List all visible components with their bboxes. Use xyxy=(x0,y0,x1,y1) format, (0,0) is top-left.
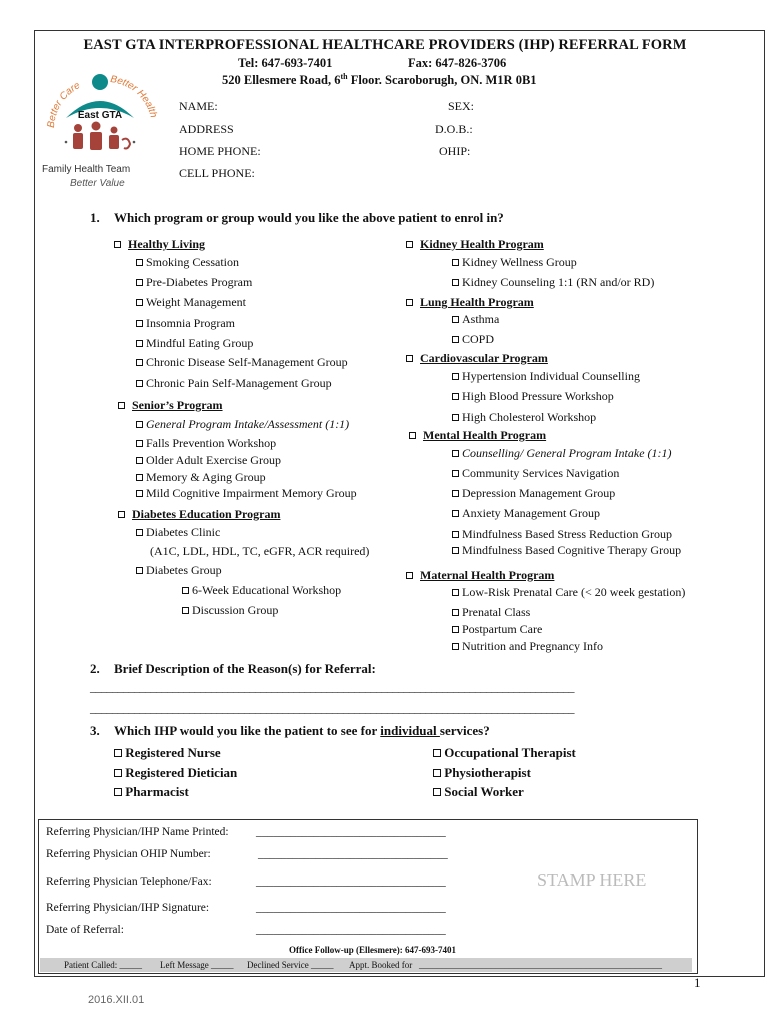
option-chronic-disease[interactable]: Chronic Disease Self-Management Group xyxy=(136,355,348,370)
checkbox-icon[interactable] xyxy=(136,457,143,464)
program-healthy-living[interactable]: Healthy Living xyxy=(114,235,205,253)
logo-name: East GTA xyxy=(77,110,123,121)
program-cardiovascular[interactable]: Cardiovascular Program xyxy=(406,349,548,367)
option-diabetes-clinic[interactable]: Diabetes Clinic xyxy=(136,525,220,540)
program-mental-health[interactable]: Mental Health Program xyxy=(409,426,546,444)
patient-address-label: ADDRESS xyxy=(179,122,234,136)
referral-date-label: Date of Referral: xyxy=(46,924,124,936)
svg-text:Better Care xyxy=(46,80,82,128)
checkbox-icon[interactable] xyxy=(452,393,459,400)
physician-signature-field[interactable]: _________________________________ xyxy=(256,902,446,914)
option-mbct[interactable]: Mindfulness Based Cognitive Therapy Group xyxy=(452,543,681,558)
option-diabetes-group[interactable]: Diabetes Group xyxy=(136,563,222,578)
logo-arc-right: Better Health xyxy=(109,73,159,119)
patient-ohip-label: OHIP: xyxy=(439,144,471,158)
stamp-area: STAMP HERE xyxy=(537,870,647,890)
ihp-occupational-therapist[interactable]: Occupational Therapist xyxy=(433,745,576,761)
option-nutrition-pregnancy[interactable]: Nutrition and Pregnancy Info xyxy=(452,639,603,654)
ihp-registered-nurse[interactable]: Registered Nurse xyxy=(114,745,221,761)
declined-service-field[interactable]: Declined Service _____ xyxy=(247,960,334,970)
checkbox-icon[interactable] xyxy=(452,490,459,497)
option-kidney-wellness[interactable]: Kidney Wellness Group xyxy=(452,255,577,270)
form-title: EAST GTA INTERPROFESSIONAL HEALTHCARE PROVIDERS (IHP) REFERRAL FORM xyxy=(83,37,687,53)
logo-graphic-icon xyxy=(40,70,160,195)
physician-ohip-field[interactable]: _________________________________ xyxy=(258,848,448,860)
option-anxiety-management[interactable]: Anxiety Management Group xyxy=(452,506,600,521)
checkbox-icon[interactable] xyxy=(452,373,459,380)
clinic-address: 520 Ellesmere Road, 6th Floor. Scaroborugh, ON. M1R 0B1 xyxy=(222,72,537,88)
option-falls-prevention[interactable]: Falls Prevention Workshop xyxy=(136,436,276,451)
checkbox-icon[interactable] xyxy=(452,589,459,596)
option-mbsr[interactable]: Mindfulness Based Stress Reduction Group xyxy=(452,527,672,542)
checkbox-icon[interactable] xyxy=(406,241,413,248)
option-prenatal-care[interactable]: Low-Risk Prenatal Care (< 20 week gestation) xyxy=(452,585,685,600)
checkbox-icon[interactable] xyxy=(114,788,122,796)
physician-ohip-label: Referring Physician OHIP Number: xyxy=(46,848,211,860)
option-high-bp-workshop[interactable]: High Blood Pressure Workshop xyxy=(452,389,614,404)
program-kidney-health[interactable]: Kidney Health Program xyxy=(406,235,544,253)
patient-home-phone-label: HOME PHONE: xyxy=(179,144,261,158)
checkbox-icon[interactable] xyxy=(452,336,459,343)
checkbox-icon[interactable] xyxy=(136,380,143,387)
referral-date-field[interactable]: _________________________________ xyxy=(256,924,446,936)
physician-name-label: Referring Physician/IHP Name Printed: xyxy=(46,826,229,838)
appt-booked-field[interactable]: ______________________________________________________ xyxy=(419,960,662,970)
option-asthma[interactable]: Asthma xyxy=(452,312,499,327)
checkbox-icon[interactable] xyxy=(452,450,459,457)
checkbox-icon[interactable] xyxy=(118,402,125,409)
checkbox-icon[interactable] xyxy=(452,626,459,633)
question-1-text: Which program or group would you like the above patient to enrol in? xyxy=(114,210,504,225)
program-diabetes-education[interactable]: Diabetes Education Program xyxy=(118,505,280,523)
fax: Fax: 647-826-3706 xyxy=(408,56,507,70)
referral-reason-line-2[interactable]: ________________________________________________________________________________________ xyxy=(90,701,574,715)
logo-tagline: Better Value xyxy=(70,178,125,189)
question-3-text: Which IHP would you like the patient to see for individual services? xyxy=(114,723,490,738)
checkbox-icon[interactable] xyxy=(136,567,143,574)
left-message-field[interactable]: Left Message _____ xyxy=(160,960,234,970)
telephone: Tel: 647-693-7401 xyxy=(238,56,333,70)
checkbox-icon[interactable] xyxy=(452,470,459,477)
question-3-number: 3. xyxy=(90,723,100,738)
physician-phone-label: Referring Physician Telephone/Fax: xyxy=(46,876,212,888)
option-counselling-intake[interactable]: Counselling/ General Program Intake (1:1) xyxy=(452,446,672,461)
option-pre-diabetes[interactable]: Pre-Diabetes Program xyxy=(136,275,252,290)
program-lung-health[interactable]: Lung Health Program xyxy=(406,293,534,311)
ihp-pharmacist[interactable]: Pharmacist xyxy=(114,784,189,800)
option-memory-aging[interactable]: Memory & Aging Group xyxy=(136,470,266,485)
question-1-number: 1. xyxy=(90,210,100,225)
office-followup: Office Follow-up (Ellesmere): 647-693-7401 xyxy=(289,945,457,955)
appt-booked-label: Appt. Booked for xyxy=(349,960,413,970)
checkbox-icon[interactable] xyxy=(136,529,143,536)
option-chronic-pain[interactable]: Chronic Pain Self-Management Group xyxy=(136,376,332,391)
checkbox-icon[interactable] xyxy=(433,749,441,757)
checkbox-icon[interactable] xyxy=(136,490,143,497)
ihp-physiotherapist[interactable]: Physiotherapist xyxy=(433,765,531,781)
checkbox-icon[interactable] xyxy=(136,474,143,481)
question-2-text: Brief Description of the Reason(s) for Referral: xyxy=(114,661,376,676)
checkbox-icon[interactable] xyxy=(452,643,459,650)
diabetes-clinic-note: (A1C, LDL, HDL, TC, eGFR, ACR required) xyxy=(150,544,370,558)
option-community-navigation[interactable]: Community Services Navigation xyxy=(452,466,619,481)
patient-sex-label: SEX: xyxy=(448,99,475,113)
checkbox-icon[interactable] xyxy=(136,440,143,447)
checkbox-icon[interactable] xyxy=(452,510,459,517)
checkbox-icon[interactable] xyxy=(433,788,441,796)
option-hypertension[interactable]: Hypertension Individual Counselling xyxy=(452,369,640,384)
option-6-week-workshop[interactable]: 6-Week Educational Workshop xyxy=(182,583,341,598)
checkbox-icon[interactable] xyxy=(182,607,189,614)
checkbox-icon[interactable] xyxy=(452,531,459,538)
option-weight-management[interactable]: Weight Management xyxy=(136,295,246,310)
option-insomnia[interactable]: Insomnia Program xyxy=(136,316,235,331)
logo-team: Family Health Team xyxy=(42,164,131,175)
question-2-number: 2. xyxy=(90,661,100,676)
checkbox-icon[interactable] xyxy=(452,414,459,421)
checkbox-icon[interactable] xyxy=(136,359,143,366)
checkbox-icon[interactable] xyxy=(409,432,416,439)
option-prenatal-class[interactable]: Prenatal Class xyxy=(452,605,530,620)
patient-called-field[interactable]: Patient Called: _____ xyxy=(64,960,142,970)
checkbox-icon[interactable] xyxy=(118,511,125,518)
option-smoking-cessation[interactable]: Smoking Cessation xyxy=(136,255,239,270)
checkbox-icon[interactable] xyxy=(114,769,122,777)
checkbox-icon[interactable] xyxy=(114,749,122,757)
checkbox-icon[interactable] xyxy=(406,355,413,362)
patient-dob-label: D.O.B.: xyxy=(435,122,473,136)
checkbox-icon[interactable] xyxy=(452,547,459,554)
option-older-adult-exercise[interactable]: Older Adult Exercise Group xyxy=(136,453,281,468)
program-maternal-health[interactable]: Maternal Health Program xyxy=(406,566,554,584)
patient-cell-phone-label: CELL PHONE: xyxy=(179,166,255,180)
referral-reason-line-1[interactable]: ________________________________________________________________________________________ xyxy=(90,680,574,694)
checkbox-icon[interactable] xyxy=(433,769,441,777)
checkbox-icon[interactable] xyxy=(136,279,143,286)
option-copd[interactable]: COPD xyxy=(452,332,494,347)
program-seniors[interactable]: Senior’s Program xyxy=(118,396,223,414)
option-discussion-group[interactable]: Discussion Group xyxy=(182,603,278,618)
checkbox-icon[interactable] xyxy=(182,587,189,594)
option-kidney-counseling[interactable]: Kidney Counseling 1:1 (RN and/or RD) xyxy=(452,275,654,290)
patient-name-label: NAME: xyxy=(179,99,218,113)
checkbox-icon[interactable] xyxy=(452,279,459,286)
option-mci-memory[interactable]: Mild Cognitive Impairment Memory Group xyxy=(136,486,357,501)
checkbox-icon[interactable] xyxy=(452,609,459,616)
logo-arc-left: Better Care xyxy=(45,80,82,129)
checkbox-icon[interactable] xyxy=(452,259,459,266)
ihp-registered-dietician[interactable]: Registered Dietician xyxy=(114,765,237,781)
option-mindful-eating[interactable]: Mindful Eating Group xyxy=(136,336,253,351)
physician-signature-label: Referring Physician/IHP Signature: xyxy=(46,902,210,914)
checkbox-icon[interactable] xyxy=(136,259,143,266)
checkbox-icon[interactable] xyxy=(136,320,143,327)
page-number: 1 xyxy=(694,975,701,990)
form-version: 2016.XII.01 xyxy=(88,994,145,1006)
checkbox-icon[interactable] xyxy=(452,316,459,323)
checkbox-icon[interactable] xyxy=(136,299,143,306)
ihp-social-worker[interactable]: Social Worker xyxy=(433,784,524,800)
physician-name-field[interactable]: _________________________________ xyxy=(256,826,446,838)
option-high-cholesterol[interactable]: High Cholesterol Workshop xyxy=(452,410,596,425)
option-depression-management[interactable]: Depression Management Group xyxy=(452,486,615,501)
checkbox-icon[interactable] xyxy=(136,421,143,428)
checkbox-icon[interactable] xyxy=(136,340,143,347)
checkbox-icon[interactable] xyxy=(406,572,413,579)
option-general-intake[interactable]: General Program Intake/Assessment (1:1) xyxy=(136,417,349,432)
physician-phone-field[interactable]: _________________________________ xyxy=(256,876,446,888)
checkbox-icon[interactable] xyxy=(406,299,413,306)
checkbox-icon[interactable] xyxy=(114,241,121,248)
option-postpartum-care[interactable]: Postpartum Care xyxy=(452,622,542,637)
east-gta-logo xyxy=(40,70,160,195)
